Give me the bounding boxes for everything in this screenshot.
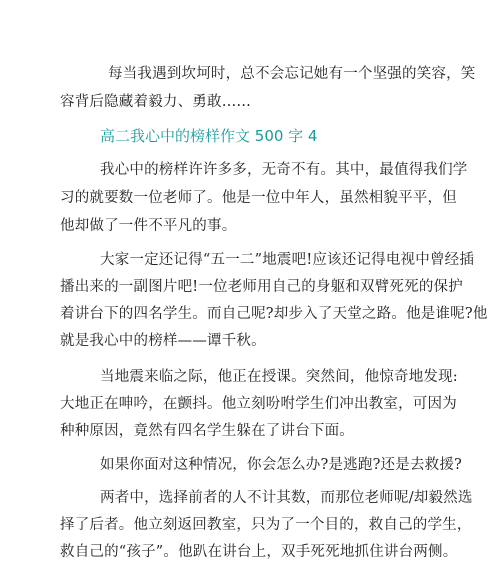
text-line: 他却做了一件不平凡的事。: [60, 218, 237, 234]
text-line: 大家一定还记得“五一二”地震吧!应该还记得电视中曾经插: [100, 252, 475, 268]
text-line: 当地震来临之际，他正在授课。突然间，他惊奇地发现:: [100, 369, 458, 385]
text-line: 择了后者。他立刻返回教室，只为了一个目的，救自己的学生，: [60, 517, 472, 533]
text-line: 如果你面对这种情况，你会怎么办?是逃跑?还是去救援?: [100, 457, 463, 473]
text-line: 我心中的榜样许许多多，无奇不有。其中，最值得我们学: [100, 162, 468, 178]
text-line: 种种原因，竟然有四名学生躲在了讲台下面。: [60, 423, 354, 439]
text-line: 习的就要数一位老师了。他是一位中年人，虽然相貌平平，但: [60, 190, 457, 206]
text-line: 两者中，选择前者的人不计其数，而那位老师呢/却毅然选: [100, 490, 473, 506]
text-line: 容背后隐藏着毅力、勇敢……: [60, 94, 252, 110]
text-line: 播出来的一副图片吧!一位老师用自己的身躯和双臂死死的保护: [60, 279, 463, 295]
article-heading: 高二我心中的榜样作文 500 字 4: [100, 127, 318, 145]
text-line: 每当我遇到坎坷时，总不会忘记她有一个坚强的笑容，笑: [108, 66, 476, 82]
text-line: 救自己的“孩子”。他趴在讲台上，双手死死地抓住讲台两侧。: [60, 544, 458, 560]
text-line: 大地正在呻吟，在颤抖。他立刻吩咐学生们冲出教室，可因为: [60, 396, 457, 412]
text-line: 就是我心中的榜样——谭千秋。: [60, 333, 266, 349]
text-line: 着讲台下的四名学生。而自己呢?却步入了天堂之路。他是谁呢?他: [60, 306, 488, 322]
